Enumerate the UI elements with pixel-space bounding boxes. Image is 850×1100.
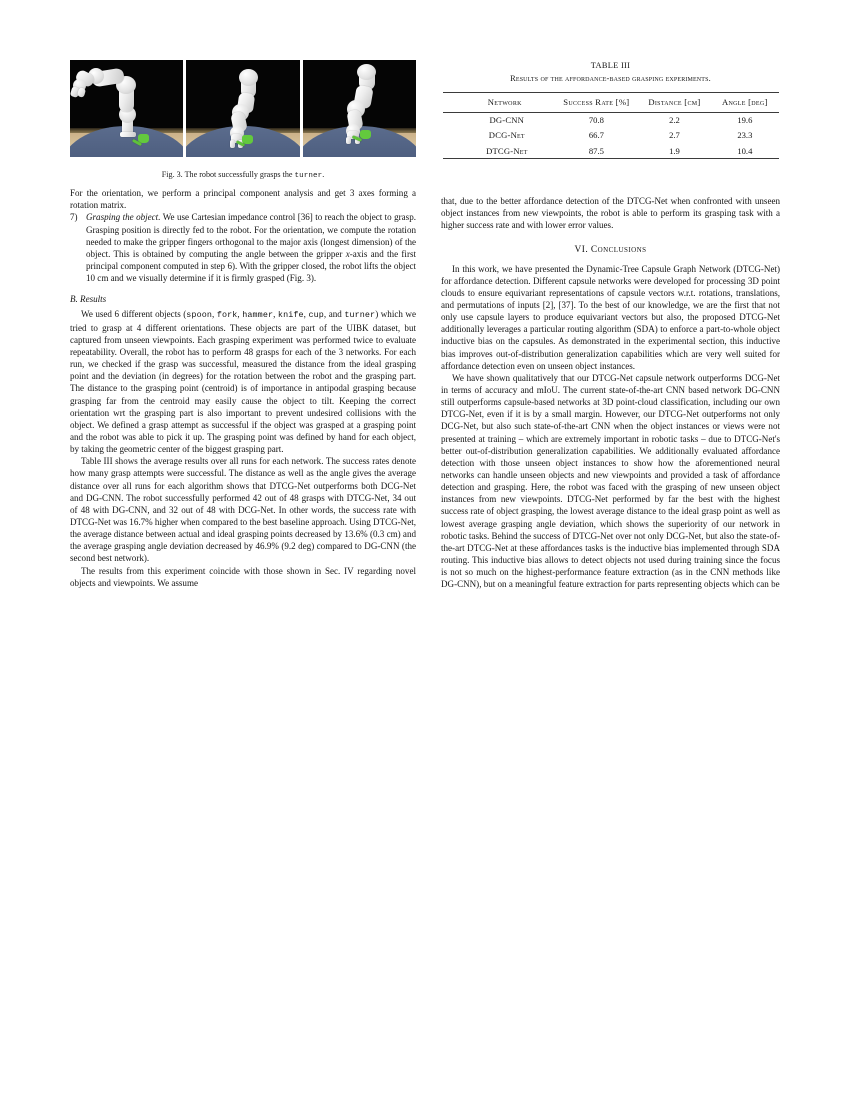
list-item-title: Grasping the object. [86, 212, 161, 223]
figure-3-images [70, 60, 416, 157]
robot-photo-2 [186, 60, 299, 157]
axis-symbol: x [345, 248, 350, 259]
paragraph-conclusions-2: We have shown qualitatively that our DTCG-Net capsule network outperforms DCG-Net in terms of accuracy and mIoU. The current state-of-the-art CNN based network DG-CNN still outperforms capsule-based networks at 3D point-cloud classification, including our own DTCG-Net, even if it is by a small margin. However, our DTCG-Net outperforms not only DCG-Net, but also such state-of-the-art CNN when the object instances or views were not presented at training – which are extremely important in robotic tasks – due to DTCG-Net's better out-of-distribution generalization capabilities. We additionally evaluated affordance detection with those unseen object instances to show how the aforementioned neural networks can handle unseen objects and new viewpoints and provided a task of affordance detection and grasping. Here, the robot was faced with the grasping of new unseen object instances from new viewpoints. DTCG-Net performed by far the best with the highest success rate of object grasping, the lowest average distance to the ideal grasp point as well as lowest average grasping angle deviation, which shows the superiority of our network in robotic tasks. Behind the success of DTCG-Net over not only DCG-Net, but also the state-of-the-art DTCG-Net at these affordances tasks is the inductive bias implemented through SDA routing. This inductive bias allows to detect objects not used during training since the focus is not so much on the highest-performance feature extraction (as in the CNN methods like DG-CNN), but on a meaningful feature extraction for parts representing objects which can be [441, 372, 780, 590]
object-cup: cup [308, 310, 324, 321]
text-b: ) which we tried to grasp at 4 different orientations. These objects are part of the UIBK dataset, but captured from unseen viewpoints. Each grasping experiment was performed twice to evaluate repeatability. Overall, the robot has to perform 48 grasps for each of the 3 networks. For each run, we checked if the grasp was successful, measured the distance from the ideal grasping point and the deviation (in degrees) for the rotation between the robot and the grasping part. The distance to the grasping point (centroid) is of importance in antipodal grasping because grasping far from the centroid may easily cause the object to tilt. Keeping the correct orientation wrt the grasping part is also important to prevent undesired collisions with the object. We defined a grasp attempt as successful if the object was grasped at a grasping point and the robot was able to pick it up. The grasping point was defined by hand for each object, by taking the geometric center of the biggest grasping part. [70, 309, 416, 455]
table-header-row [443, 92, 779, 112]
cell-distance: 1.9 [638, 143, 711, 159]
object-spoon: spoon [186, 310, 213, 321]
table-row [443, 112, 779, 128]
table-row [443, 143, 779, 159]
paragraph-table-discussion: Table III shows the average results over all runs for each network. The success rates denote how many grasp attempts were successful. The distance as well as the angle gives the average distance over all runs for each algorithm shows that DTCG-Net outperforms both DCG-Net and DG-CNN. The robot successfully performed 42 out of 48 grasps with DTCG-Net, 34 out of 48 with DG-CNN, and 32 out of 48 with DCG-Net. In other words, the success rate with DTCG-Net was 16.7% higher when compared to the best baseline approach. Using DTCG-Net, the average distance between actual and ideal grasping points decreased by 13.6% (0.3 cm) and the average grasping angle deviation decreased by 46.9% (9.2 deg) compared to DG-CNN (the second best network). [70, 456, 416, 564]
table-row [443, 128, 779, 143]
right-column [441, 60, 780, 590]
list-item-body-b: -axis and the first principal component computed in step 6). With the gripper closed, the robot lifts the object 10 cm and we visually determine if it is firmly grasped (Fig. 3). [86, 248, 416, 284]
paragraph-results-coincide: The results from this experiment coincide with those shown in Sec. IV regarding novel objects and viewpoints. We assume [70, 565, 416, 588]
figure-caption-object: turner [294, 172, 323, 180]
list-item-text [86, 211, 416, 284]
sep-4: , [303, 309, 309, 320]
object-fork: fork [216, 310, 238, 321]
left-column [70, 60, 416, 589]
object-knife: knife [277, 310, 304, 321]
cell-distance: 2.7 [669, 130, 680, 141]
cell-angle: 19.6 [737, 115, 753, 126]
paragraph-conclusions-1: In this work, we have presented the Dynamic-Tree Capsule Graph Network (DTCG-Net) for affordance detection. Different capsule networks were developed for processing 3D point clouds to ensure equivariant representations of capsule vectors w.r.t. rotations, translations, and permutations of inputs [2], [37]. To the best of our knowledge, we are the first that not only use capsule layers to produce equivariant vectors but also, the proposed DTCG-Net additionally leverages a particular routing algorithm (SDA) to enforce a part-to-whole object inductive bias on the capsules. As demonstrated in the experimental section, this inductive bias improves out-of-distribution generalization capabilities which are very well suited for affordance detection even on unseen object instances. [441, 263, 780, 371]
robot-photo-3 [303, 60, 416, 157]
object-turner: turner [344, 310, 376, 321]
sep-1: , [212, 309, 217, 320]
column-header-angle: Angle [deg] [711, 92, 778, 112]
table-caption: Results of the affordance-based grasping experiments. [510, 73, 711, 83]
results-table [443, 92, 779, 160]
paragraph-affordance-continued: that, due to the better affordance detection of the DTCG-Net when confronted with unseen object instances from new viewpoints, the robot is able to perform its grasping task with a higher success rate and with lower error values. [441, 196, 780, 231]
paragraph-orientation-continued: For the orientation, we perform a principal component analysis and get 3 axes forming a rotation matrix. [70, 188, 416, 211]
table-header [443, 92, 779, 112]
cell-angle: 10.4 [711, 143, 778, 159]
robot-arm [303, 60, 416, 157]
sep-5: , and [323, 309, 345, 320]
column-header-distance: Distance [cm] [638, 92, 711, 112]
cell-success-rate: 70.8 [588, 115, 604, 126]
robot-arm [70, 60, 183, 157]
object-hammer: hammer [242, 310, 274, 321]
sep-3: , [273, 309, 278, 320]
table-body [443, 112, 779, 159]
cell-network: DCG-Net [488, 130, 525, 141]
cell-network: DTCG-Net [443, 143, 556, 159]
list-item-body-a: We use Cartesian impedance control [36] to reach the object to grasp. Grasping position is directly fed to the robot. For the orientation, we compute the rotation needed to make the gripper fingers orthogonal to the major axis (longest dimension) of the object. This is obtained by computing the angle between the gripper [86, 212, 416, 259]
figure-label: Fig. 3. [161, 170, 183, 179]
text-a: We used 6 different objects ( [81, 309, 187, 320]
cell-angle: 23.3 [737, 130, 753, 141]
cell-success-rate: 66.7 [588, 130, 604, 141]
figure-3-caption [70, 170, 416, 181]
section-heading-conclusions: VI. Conclusions [574, 244, 647, 255]
list-item-grasping-the-object [70, 211, 416, 284]
cell-distance: 2.2 [669, 115, 680, 126]
cell-network: DG-CNN [489, 115, 525, 126]
column-header-network: Network [443, 92, 556, 112]
sep-2: , [237, 309, 243, 320]
figure-caption-text: The robot successfully grasps the [184, 170, 295, 179]
paragraph-results-objects [70, 308, 416, 455]
table-number: TABLE III [590, 61, 631, 70]
robot-photo-1 [70, 60, 183, 157]
cell-success-rate: 87.5 [555, 143, 638, 159]
subsection-heading-results: B. Results [70, 294, 107, 305]
figure-caption-period: . [322, 170, 325, 179]
list-item-number: 7) [70, 212, 78, 223]
column-header-success-rate: Success Rate [%] [555, 92, 638, 112]
